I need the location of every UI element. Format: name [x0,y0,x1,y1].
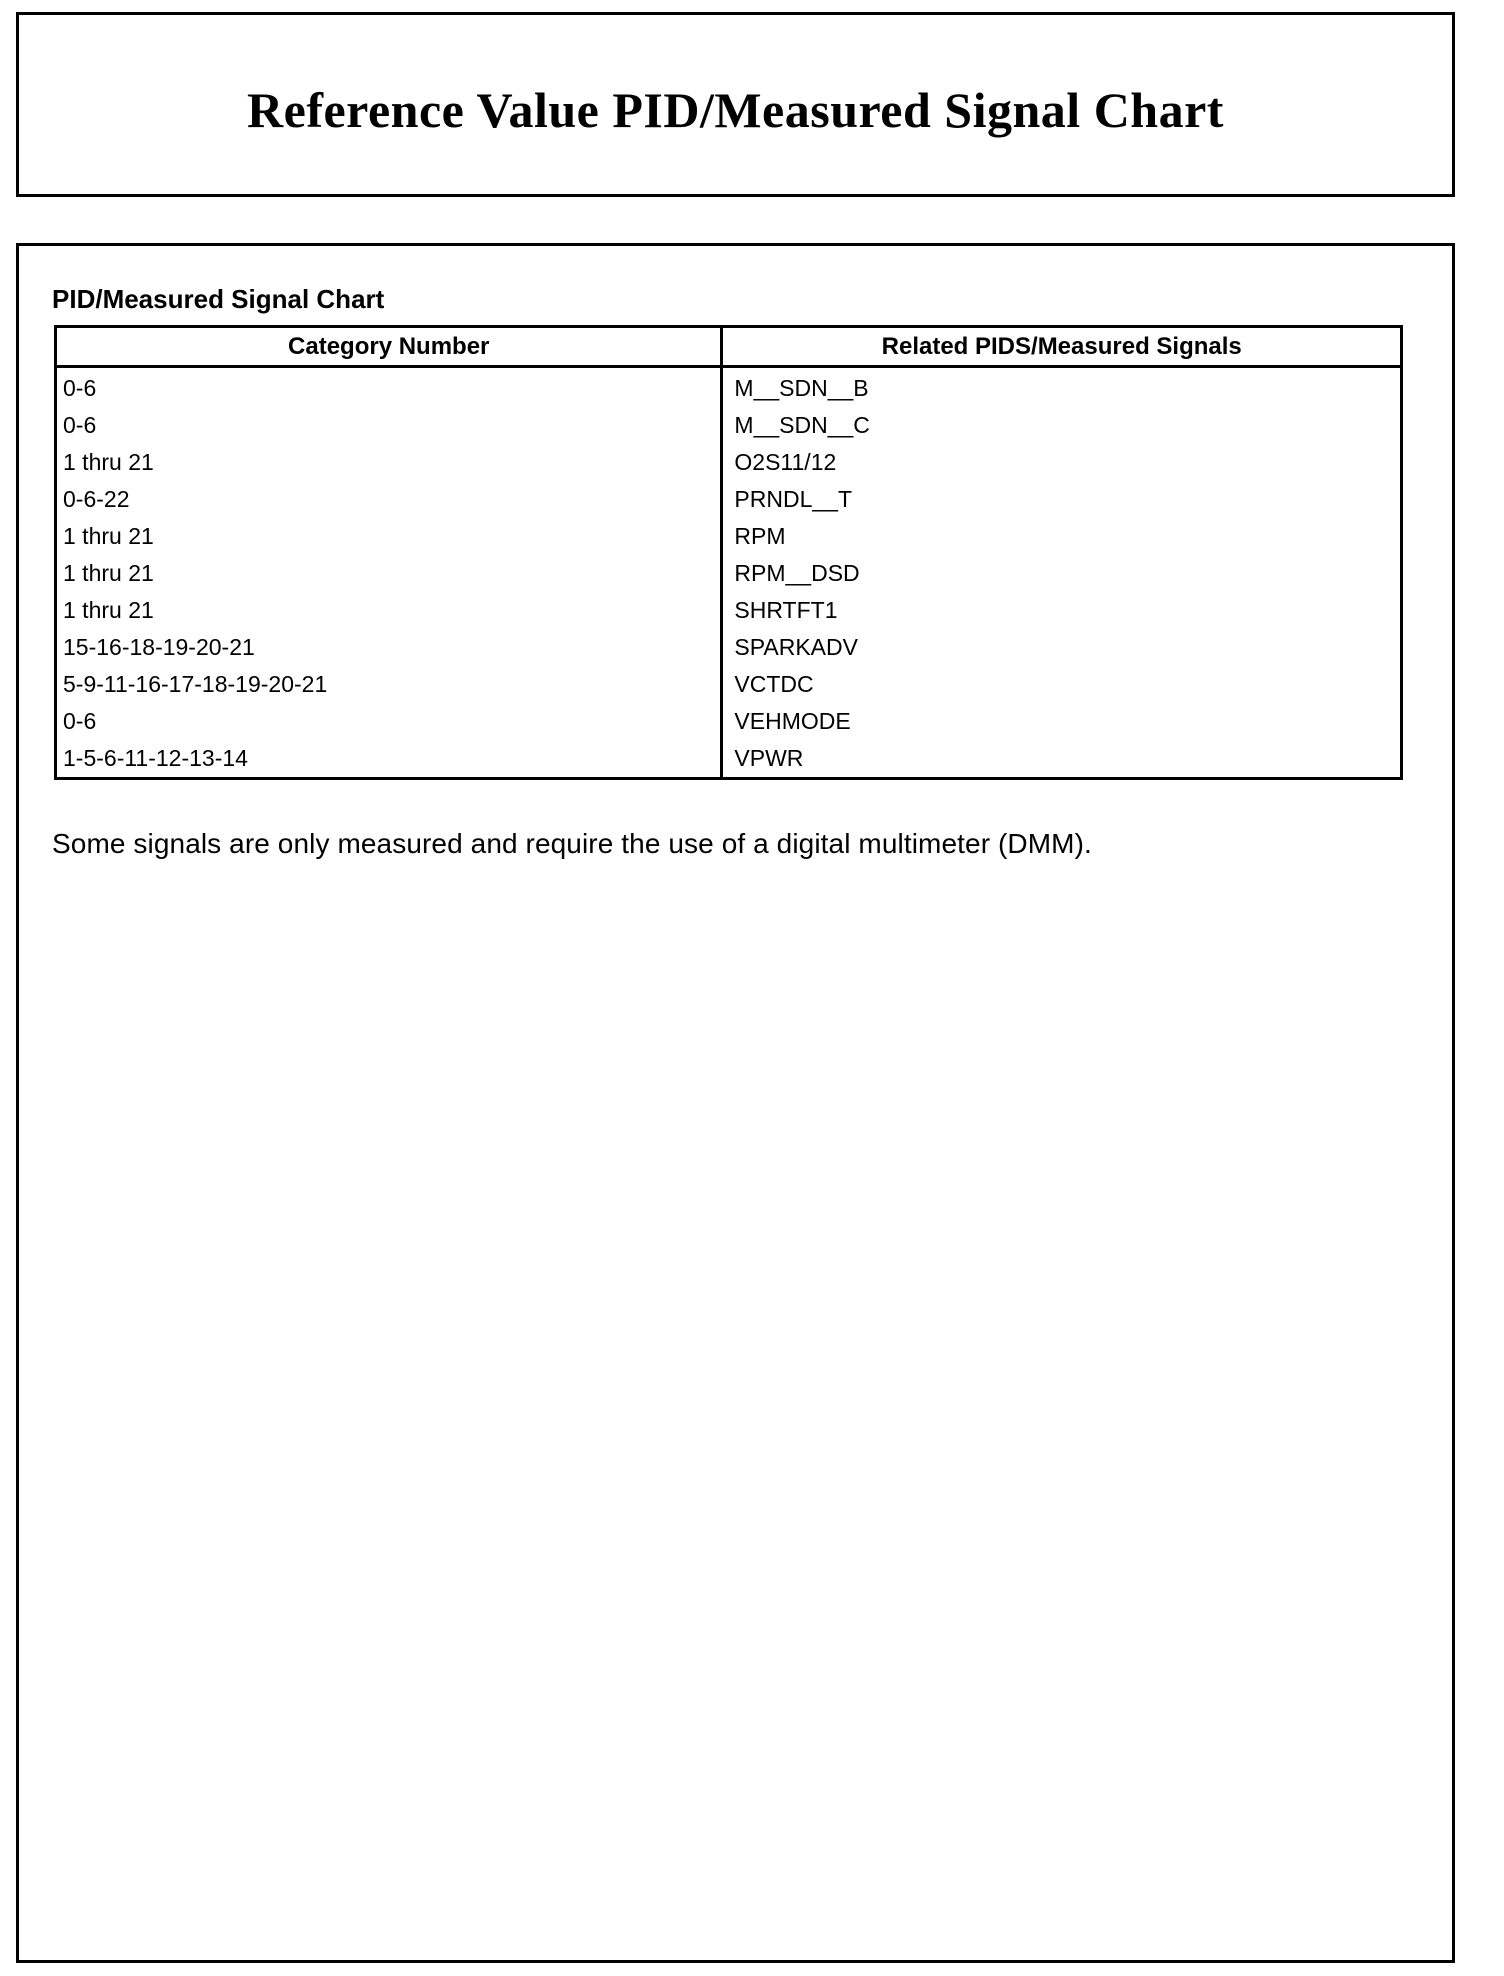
table-row [56,518,1402,555]
category-cell: 1 thru 21 [56,518,722,555]
table-row [56,444,1402,481]
signal-cell: M__SDN__B [734,375,869,401]
table-row [56,666,1402,703]
column-header-category: Category Number [56,327,722,367]
category-cell: 1 thru 21 [56,592,722,629]
signal-cell: VEHMODE [734,708,851,734]
table-row [56,703,1402,740]
category-cell: 1 thru 21 [56,555,722,592]
table-header-row [56,327,1402,367]
category-cell: 0-6-22 [56,481,722,518]
signal-cell: PRNDL__T [734,486,853,512]
category-cell: 1 thru 21 [56,444,722,481]
category-cell: 0-6 [56,407,722,444]
signal-cell: M__SDN__C [734,412,870,438]
table-row [56,407,1402,444]
table-row [56,740,1402,779]
category-cell: 0-6 [56,367,722,408]
signal-cell: SHRTFT1 [734,597,838,623]
signal-cell: VPWR [734,745,804,771]
title-box [16,12,1455,197]
category-cell: 1-5-6-11-12-13-14 [56,740,722,779]
table-row [56,367,1402,408]
page-title: Reference Value PID/Measured Signal Chart [247,82,1224,138]
chart-caption: PID/Measured Signal Chart [52,284,385,314]
signal-cell: O2S11/12 [734,449,837,475]
table-row [56,555,1402,592]
table-row [56,592,1402,629]
category-cell: 5-9-11-16-17-18-19-20-21 [56,666,722,703]
signal-cell: RPM [734,523,786,549]
category-cell: 15-16-18-19-20-21 [56,629,722,666]
content-box [16,243,1455,1963]
signal-cell: SPARKADV [734,634,858,660]
category-cell: 0-6 [56,703,722,740]
dmm-note: Some signals are only measured and require the use of a digital multimeter (DMM). [52,828,1092,859]
signal-cell: VCTDC [734,671,814,697]
signal-table [54,325,1403,780]
column-header-signals: Related PIDS/Measured Signals [722,327,1402,367]
table-row [56,629,1402,666]
table-row [56,481,1402,518]
signal-cell: RPM__DSD [734,560,860,586]
